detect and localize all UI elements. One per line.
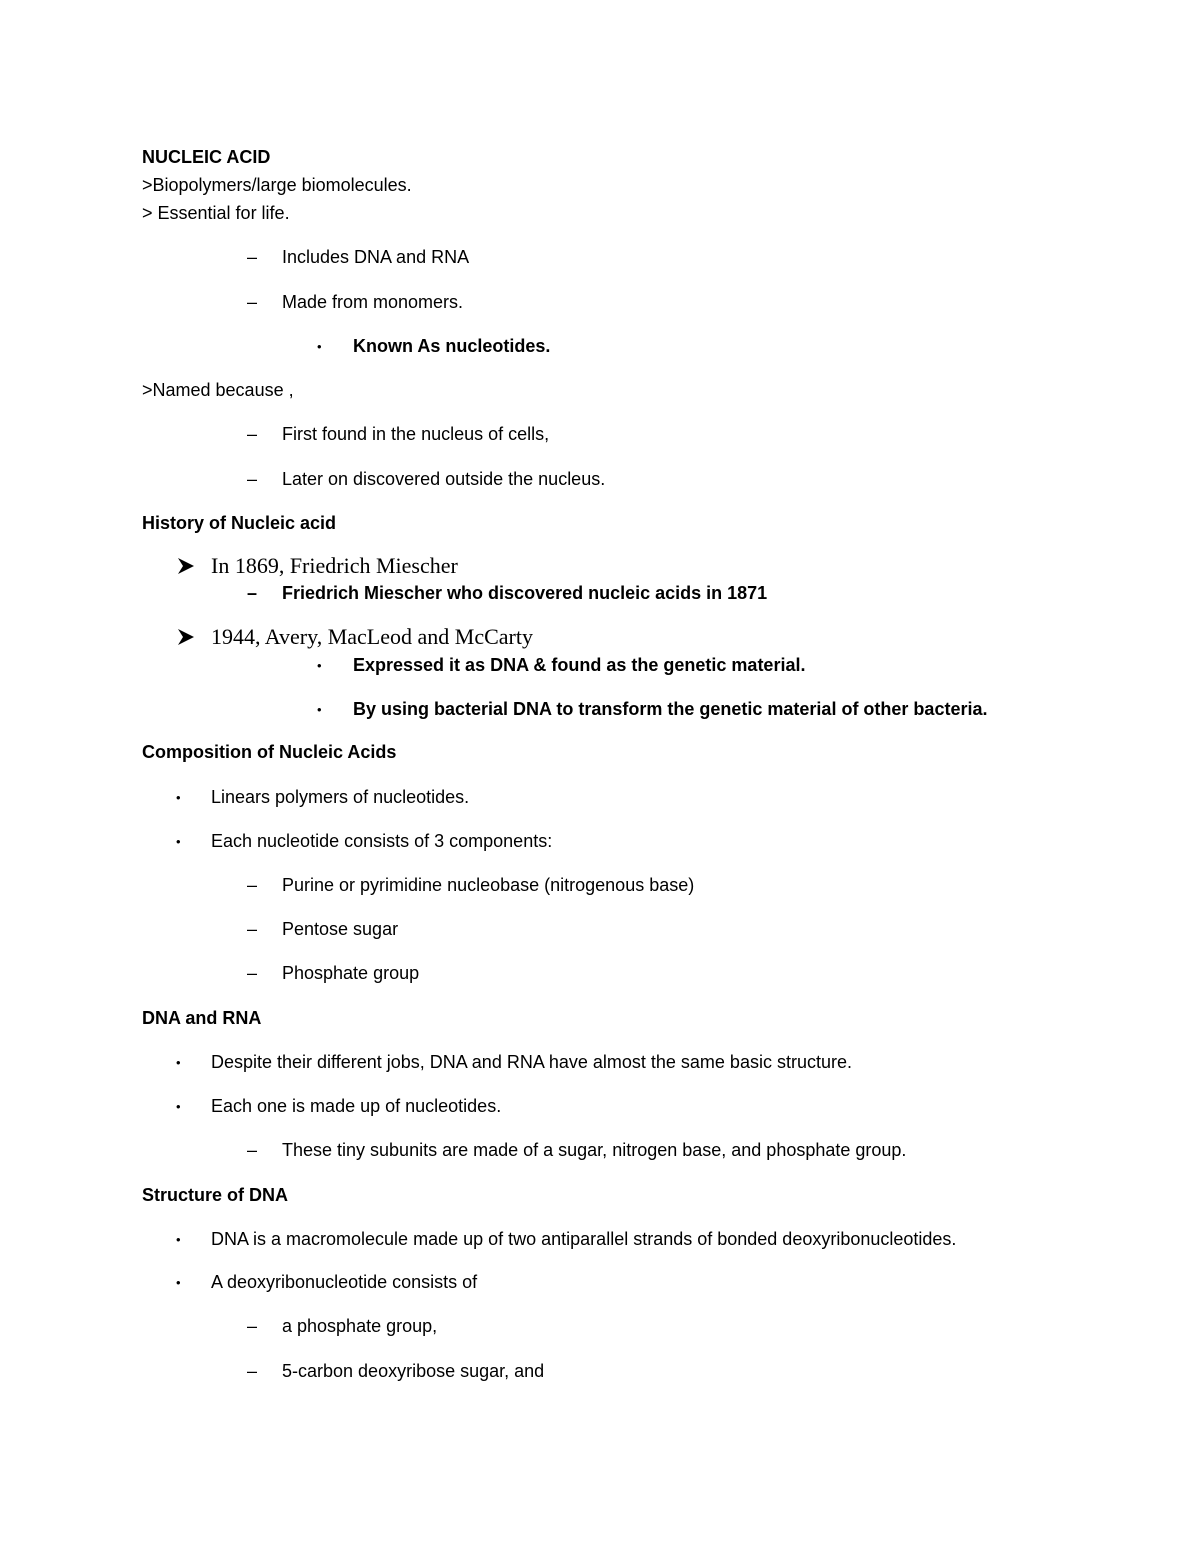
bullet-marker: • bbox=[176, 1099, 181, 1114]
list-item: Later on discovered outside the nucleus. bbox=[282, 469, 606, 489]
history-entry-title: 1944, Avery, MacLeod and McCarty bbox=[211, 624, 533, 649]
intro-line: > Essential for life. bbox=[142, 203, 290, 223]
dash-marker: – bbox=[247, 247, 258, 267]
arrowhead-bullet-icon bbox=[176, 556, 196, 576]
list-subitem: a phosphate group, bbox=[282, 1316, 438, 1336]
list-item: First found in the nucleus of cells, bbox=[282, 424, 550, 444]
dash-marker: – bbox=[247, 469, 258, 489]
dash-marker: – bbox=[247, 919, 258, 939]
list-item: Each nucleotide consists of 3 components: bbox=[211, 831, 553, 851]
history-entry-detail: By using bacterial DNA to transform the genetic material of other bacteria. bbox=[353, 699, 988, 719]
list-item: A deoxyribonucleotide consists of bbox=[211, 1272, 478, 1292]
history-entry-title: In 1869, Friedrich Miescher bbox=[211, 553, 458, 578]
bullet-marker: • bbox=[317, 339, 322, 354]
bullet-marker: • bbox=[176, 1275, 181, 1290]
section-heading: Structure of DNA bbox=[142, 1185, 289, 1205]
bullet-marker: • bbox=[176, 1232, 181, 1247]
section-heading: Composition of Nucleic Acids bbox=[142, 742, 397, 762]
list-subitem: Purine or pyrimidine nucleobase (nitrogenous base) bbox=[282, 875, 695, 895]
history-entry-detail: Expressed it as DNA & found as the genetic material. bbox=[353, 655, 806, 675]
bullet-marker: • bbox=[317, 702, 322, 717]
list-item: Includes DNA and RNA bbox=[282, 247, 470, 267]
bullet-marker: • bbox=[176, 790, 181, 805]
dash-marker: – bbox=[247, 963, 258, 983]
bullet-marker: • bbox=[176, 1055, 181, 1070]
list-item: Despite their different jobs, DNA and RNA have almost the same basic structure. bbox=[211, 1052, 852, 1072]
list-subitem: Known As nucleotides. bbox=[353, 336, 551, 356]
list-item: Linears polymers of nucleotides. bbox=[211, 787, 470, 807]
list-subitem: These tiny subunits are made of a sugar, nitrogen base, and phosphate group. bbox=[282, 1140, 907, 1160]
bullet-marker: • bbox=[317, 658, 322, 673]
list-subitem: Pentose sugar bbox=[282, 919, 399, 939]
bullet-marker: • bbox=[176, 834, 181, 849]
history-entry-detail: Friedrich Miescher who discovered nucleic acids in 1871 bbox=[282, 583, 768, 603]
document-title: NUCLEIC ACID bbox=[142, 147, 271, 167]
dash-marker: – bbox=[247, 292, 258, 312]
list-subitem: Phosphate group bbox=[282, 963, 420, 983]
dash-marker: – bbox=[247, 1316, 258, 1336]
arrowhead-bullet-icon bbox=[176, 627, 196, 647]
list-item: Made from monomers. bbox=[282, 292, 464, 312]
list-item: Each one is made up of nucleotides. bbox=[211, 1096, 502, 1116]
section-heading: DNA and RNA bbox=[142, 1008, 262, 1028]
intro-line: >Biopolymers/large biomolecules. bbox=[142, 175, 412, 195]
list-subitem: 5-carbon deoxyribose sugar, and bbox=[282, 1361, 545, 1381]
dash-marker: – bbox=[247, 424, 258, 444]
list-item: DNA is a macromolecule made up of two antiparallel strands of bonded deoxyribonucleotides. bbox=[211, 1229, 957, 1249]
named-because-line: >Named because , bbox=[142, 380, 294, 400]
dash-marker: – bbox=[247, 875, 258, 895]
dash-marker: – bbox=[247, 1361, 258, 1381]
dash-marker: – bbox=[247, 583, 258, 603]
section-heading: History of Nucleic acid bbox=[142, 513, 337, 533]
dash-marker: – bbox=[247, 1140, 258, 1160]
